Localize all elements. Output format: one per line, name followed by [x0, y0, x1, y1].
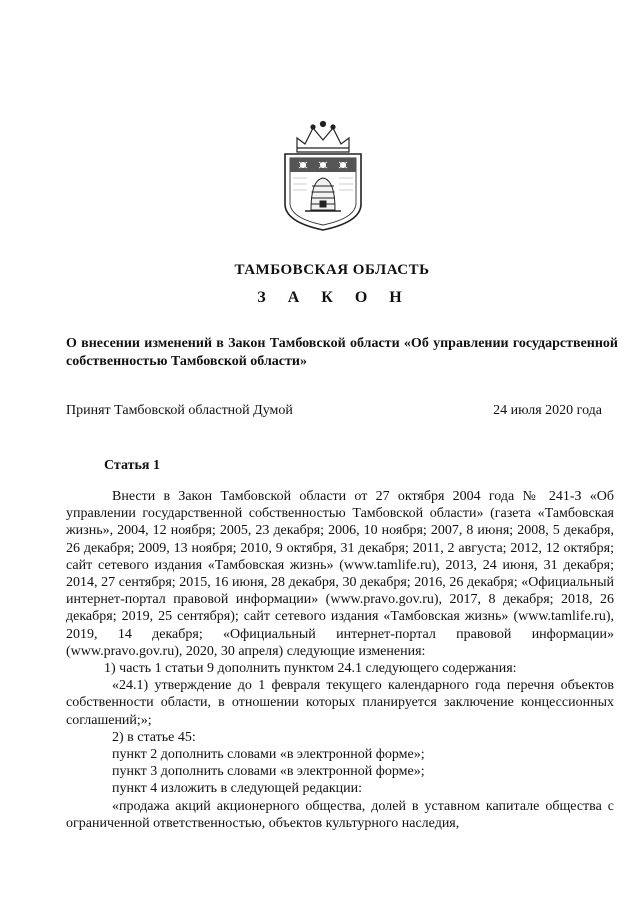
- article-heading: Статья 1: [104, 458, 160, 473]
- article-paragraph-item-1: 1) часть 1 статьи 9 дополнить пунктом 24.1 следующего содержания:: [104, 661, 517, 677]
- article-paragraph-intro: Внести в Закон Тамбовской области от 27 октября 2004 года № 241-З «Об управлении государственной собственностью Тамбовской области» (газета «Тамбовская жизнь», 2004, 12 ноября; 2005, 23 декабря; 2006, 10 ноября; 2007, 8 июня; 2008, 5 декабря, 26 декабря; 2009, 13 ноября; 2010, 9 октября, 31 декабря; 2011, 2 августа; 2012, 12 октября; сайт сетевого издания «Тамбовская жизнь» (www.tamlife.ru), 2013, 24 июня, 31 декабря; 2014, 27 сентября; 2015, 16 июня, 28 декабря, 30 декабря; 2016, 26 декабря; «Официальный интернет-портал правовой информации» (www.pravo.gov.ru), 2017, 8 декабря; 2018, 26 декабря; 2019, 25 сентября); сайт сетевого издания «Тамбовская жизнь» (www.tamlife.ru), 2019, 14 декабря; «Официальный интернет-портал правовой информации» (www.pravo.gov.ru), 2020, 30 апреля) следующие изменения:: [66, 489, 614, 659]
- adopted-by-text: Принят Тамбовской областной Думой: [66, 403, 293, 418]
- region-heading: ТАМБОВСКАЯ ОБЛАСТЬ: [234, 262, 430, 278]
- article-paragraph-point-4: пункт 4 изложить в следующей редакции:: [112, 781, 362, 797]
- article-paragraph-item-2: 2) в статье 45:: [112, 729, 196, 745]
- law-title: О внесении изменений в Закон Тамбовской области «Об управлении государственной собственностью Тамбовской области»: [66, 336, 618, 369]
- adoption-date: 24 июля 2020 года: [493, 403, 602, 418]
- article-body: [66, 488, 614, 832]
- tambov-coat-of-arms-icon: [275, 118, 371, 234]
- article-paragraph-quote-24-1: «24.1) утверждение до 1 февраля текущего календарного года перечня объектов собственности области, в отношении которых планируется заключение концессионных соглашений;»;: [66, 678, 614, 728]
- article-paragraph-quote-sale: «продажа акций акционерного общества, долей в уставном капитале общества с ограниченной ответственностью, объектов культурного наследия,: [66, 798, 614, 831]
- article-paragraph-point-2: пункт 2 дополнить словами «в электронной форме»;: [112, 747, 425, 763]
- document-type-heading: З А К О Н: [257, 289, 411, 306]
- article-paragraph-point-3: пункт 3 дополнить словами «в электронной форме»;: [112, 764, 425, 780]
